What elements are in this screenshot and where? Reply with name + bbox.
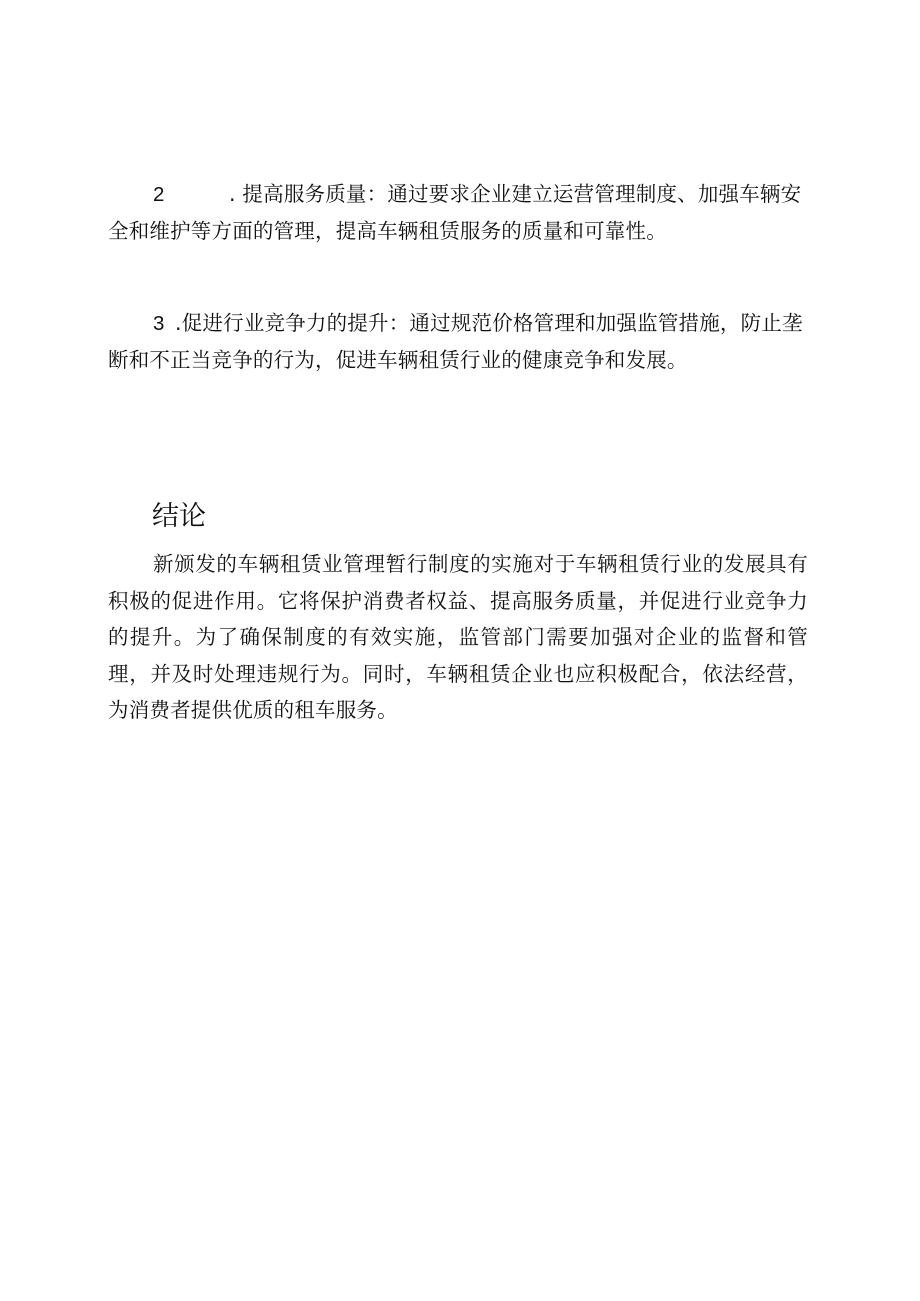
- list-item-text: . 提高服务质量：通过要求企业建立运营管理制度、加强车辆安全和维护等方面的管理，提高车辆租赁服务的质量和可靠性。: [108, 182, 802, 243]
- conclusion-paragraph: 新颁发的车辆租赁业管理暂行制度的实施对于车辆租赁行业的发展具有积极的促进作用。它将保护消费者权益、提高服务质量，并促进行业竞争力的提升。为了确保制度的有效实施，监管部门需要加强对企业的监督和管理，并及时处理违规行为。同时，车辆租赁企业也应积极配合，依法经营，为消费者提供优质的租车服务。: [108, 552, 808, 722]
- conclusion-heading: 结论: [152, 501, 206, 532]
- list-item-number: 2: [153, 183, 165, 206]
- list-item-2: [108, 176, 808, 249]
- list-item-text: .促进行业竞争力的提升：通过规范价格管理和加强监管措施，防止垄断和不正当竞争的行为，促进车辆租赁行业的健康竞争和发展。: [108, 311, 803, 372]
- list-item-number: 3: [153, 312, 165, 335]
- list-item-3: [108, 305, 808, 378]
